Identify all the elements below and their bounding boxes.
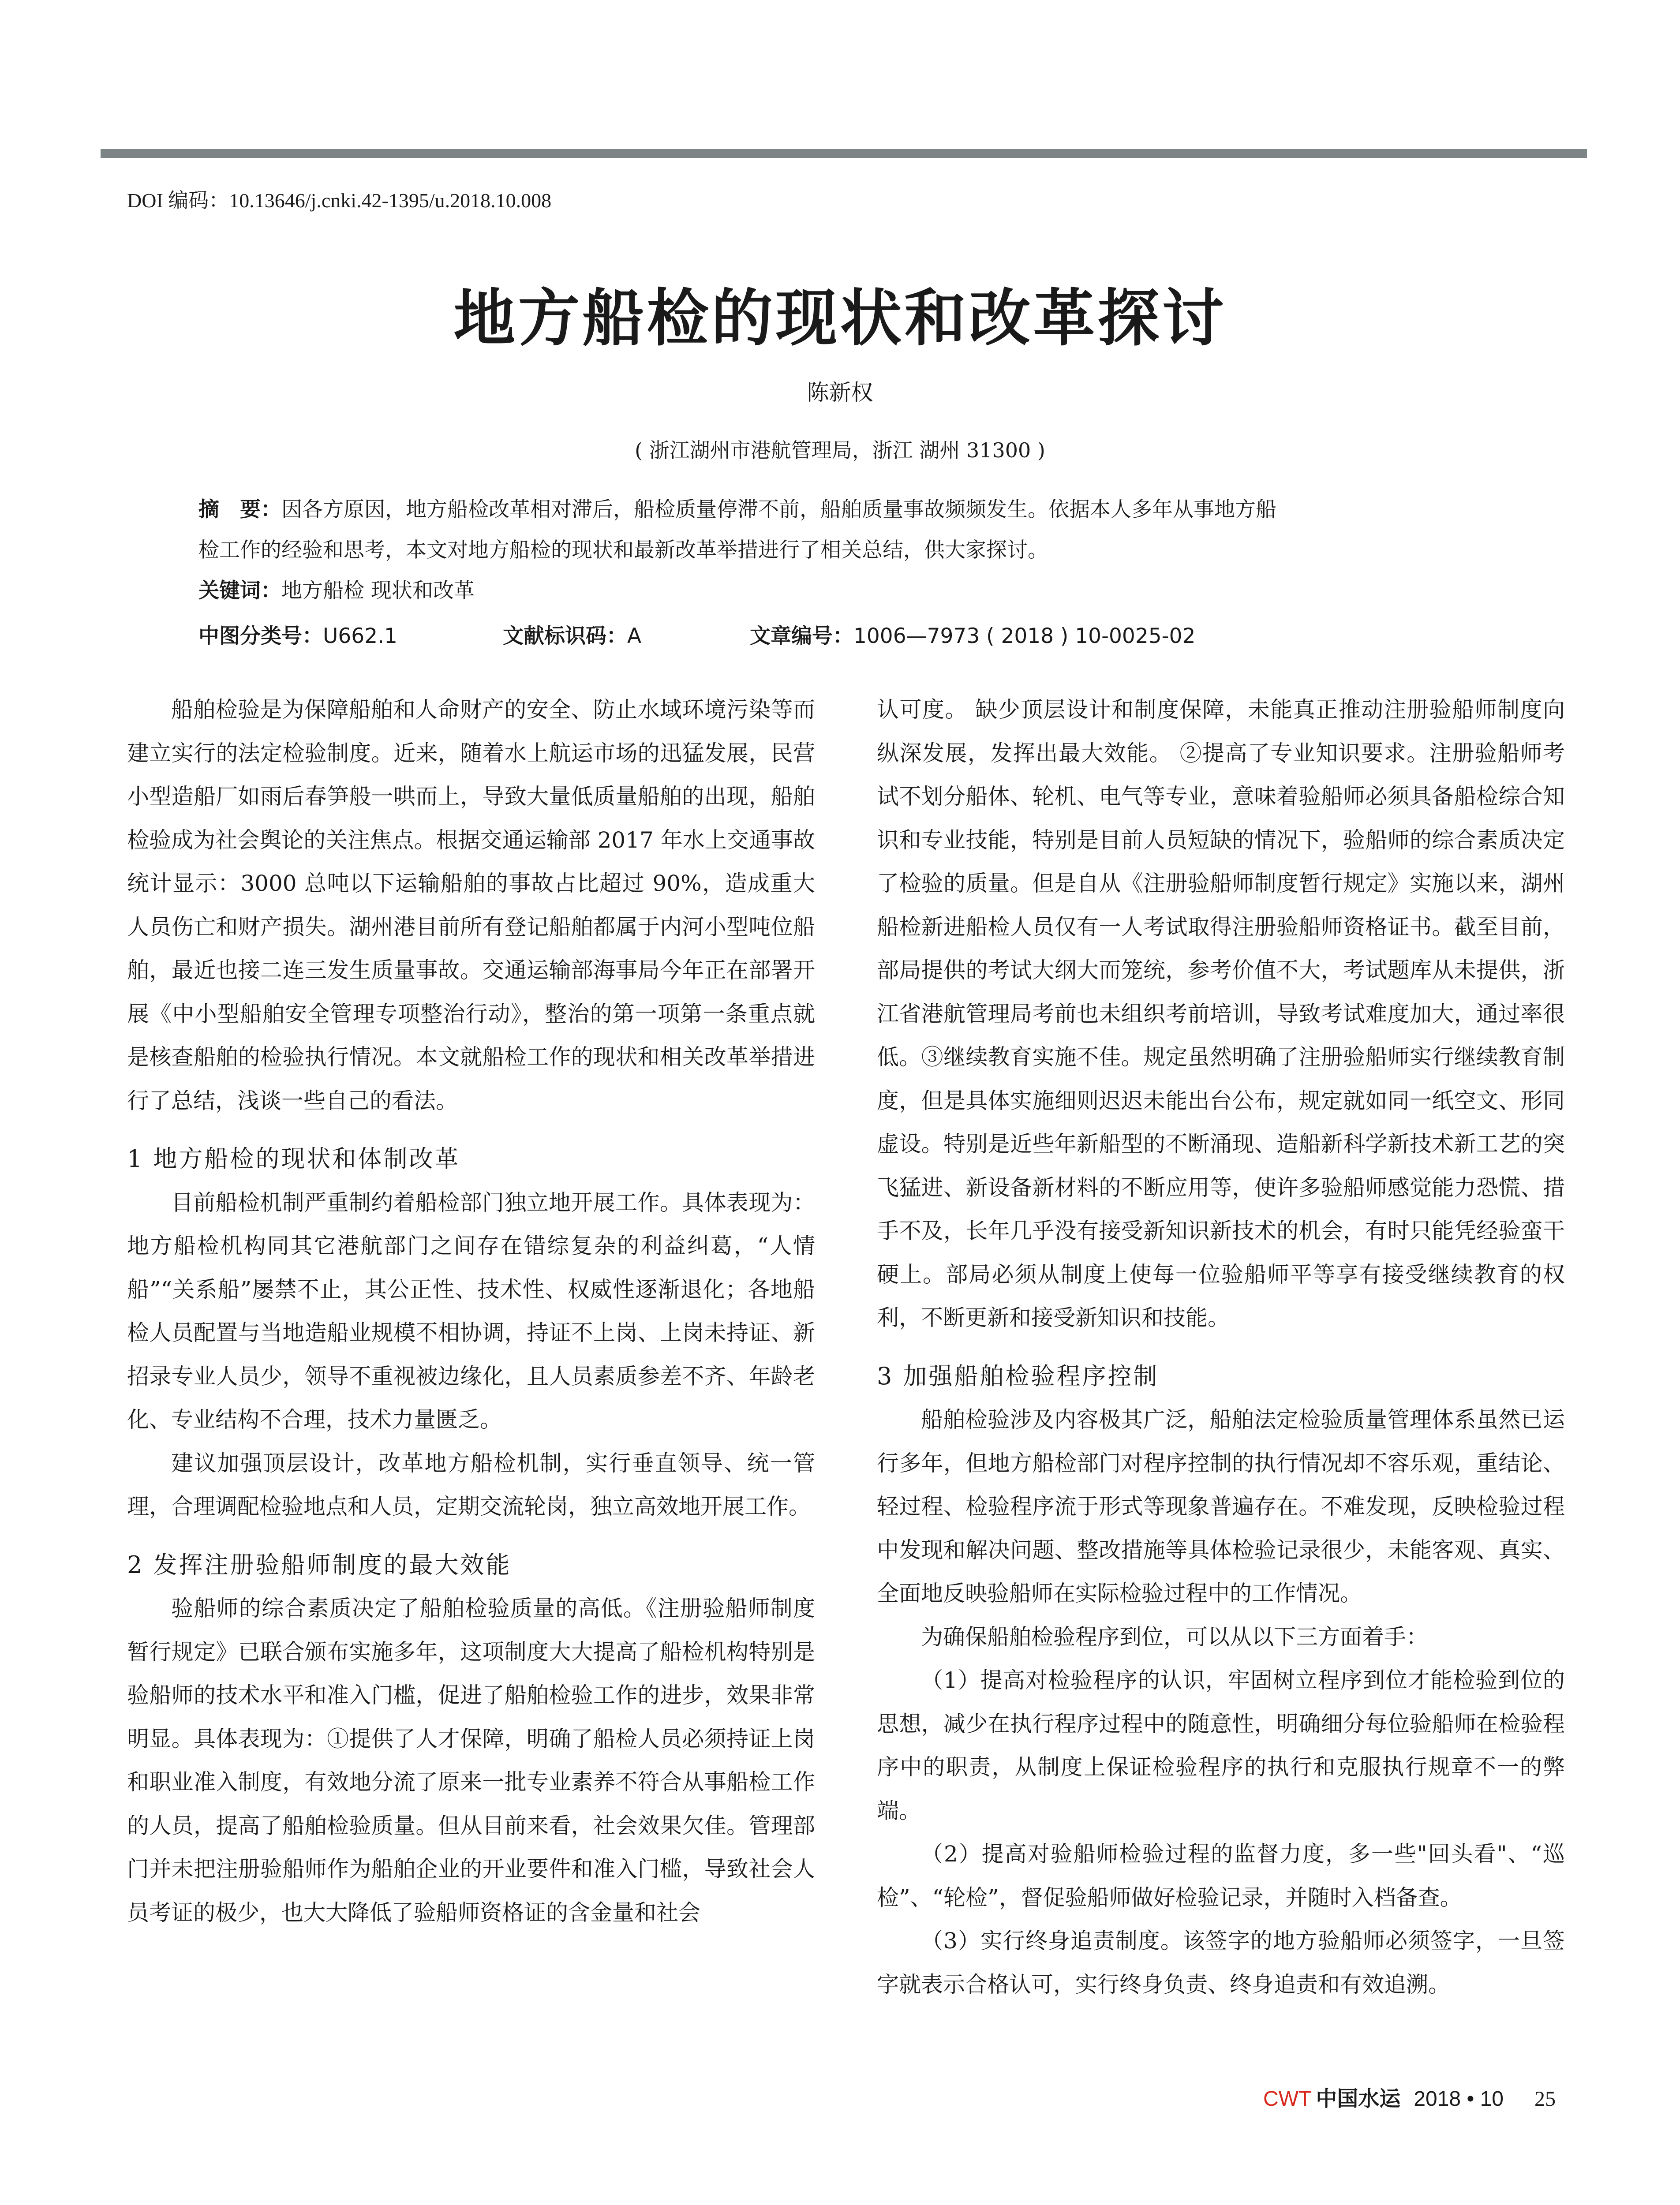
- section3-item-2: （2）提高对验船师检验过程的监督力度，多一些"回头看"、“巡检”、“轮检”，督促验船师做好检验记录，并随时入档备查。: [877, 1841, 1565, 1910]
- left-column: [127, 688, 815, 1934]
- doc-code-label: 文献标识码：: [503, 624, 627, 648]
- section1-paragraph-2: 建议加强顶层设计，改革地方船检机制，实行垂直领导、统一管理，合理调配检验地点和人员，定期交流轮岗，独立高效地开展工作。: [127, 1450, 815, 1519]
- section3-paragraph-1: 船舶检验涉及内容极其广泛，船舶法定检验质量管理体系虽然已运行多年，但地方船检部门对程序控制的执行情况却不容乐观，重结论、轻过程、检验程序流于形式等现象普遍存在。不难发现，反映检验过程中发现和解决问题、整改措施等具体检验记录很少，未能客观、真实、全面地反映验船师在实际检验过程中的工作情况。: [877, 1407, 1565, 1606]
- section2-paragraph-1: 验船师的综合素质决定了船舶检验质量的高低。《注册验船师制度暂行规定》已联合颁布实施多年，这项制度大大提高了船检机构特别是验船师的技术水平和准入门槛，促进了船舶检验工作的进步，效果非常明显。具体表现为：①提供了人才保障，明确了船检人员必须持证上岗和职业准入制度，有效地分流了原来一批专业素养不符合从事船检工作的人员，提高了船舶检验质量。但从目前来看，社会效果欠佳。管理部门并未把注册验船师作为船舶企业的开业要件和准入门槛，导致社会人员考证的极少，也大大降低了验船师资格证的含金量和社会: [127, 1596, 815, 1925]
- doc-code: A: [627, 624, 642, 648]
- keywords-label: 关键词：: [198, 579, 281, 603]
- intro-paragraph: 船舶检验是为保障船舶和人命财产的安全、防止水域环境污染等而建立实行的法定检验制度。近来，随着水上航运市场的迅猛发展，民营小型造船厂如雨后春笋般一哄而上，导致大量低质量船舶的出现，船舶检验成为社会舆论的关注焦点。根据交通运输部 2017 年水上交通事故统计显示：3000 总吨以下运输船舶的事故占比超过 90%，造成重大人员伤亡和财产损失。湖州港目前所有登记船舶都属于内河小型吨位船舶，最近也接二连三发生质量事故。交通运输部海事局今年正在部署开展《中小型船舶安全管理专项整治行动》，整治的第一项第一条重点就是核查船舶的检验执行情况。本文就船检工作的现状和相关改革举措进行了总结，浅谈一些自己的看法。: [127, 697, 815, 1114]
- page-footer: [1263, 2082, 1556, 2112]
- right-column: [877, 688, 1565, 2006]
- abstract-label: 摘 要：: [198, 497, 281, 522]
- section-heading-3: 3 加强船舶检验程序控制: [877, 1362, 1159, 1390]
- author-name: 陈新权: [807, 380, 873, 405]
- clc-code: U662.1: [323, 624, 397, 648]
- article-number: 1006—7973 ( 2018 ) 10-0025-02: [853, 624, 1196, 648]
- section3-item-3: （3）实行终身追责制度。该签字的地方验船师必须签字，一旦签字就表示合格认可，实行终身负责、终身追责和有效追溯。: [877, 1928, 1565, 1997]
- section2-paragraph-continued: 认可度。 缺少顶层设计和制度保障，未能真正推动注册验船师制度向纵深发展，发挥出最大效能。 ②提高了专业知识要求。注册验船师考试不划分船体、轮机、电气等专业，意味着验船师必须具备船检综合知识和专业技能，特别是目前人员短缺的情况下，验船师的综合素质决定了检验的质量。但是自从《注册验船师制度暂行规定》实施以来，湖州船检新进船检人员仅有一人考试取得注册验船师资格证书。截至目前，部局提供的考试大纲大而笼统，参考价值不大，考试题库从未提供，浙江省港航管理局考前也未组织考前培训，导致考试难度加大，通过率很低。③继续教育实施不佳。规定虽然明确了注册验船师实行继续教育制度，但是具体实施细则迟迟未能出台公布，规定就如同一纸空文、形同虚设。特别是近些年新船型的不断涌现、造船新科学新技术新工艺的突飞猛进、新设备新材料的不断应用等，使许多验船师感觉能力恐慌、措手不及，长年几乎没有接受新知识新技术的机会，有时只能凭经验蛮干硬上。部局必须从制度上使每一位验船师平等享有接受继续教育的权利，不断更新和接受新知识和技能。: [877, 697, 1565, 1330]
- section3-item-1: （1）提高对检验程序的认识，牢固树立程序到位才能检验到位的思想，减少在执行程序过程中的随意性，明确细分每位验船师在检验程序中的职责，从制度上保证检验程序的执行和克服执行规章不一的弊端。: [877, 1667, 1565, 1824]
- keywords-text: 地方船检 现状和改革: [281, 579, 475, 603]
- doi-code: DOI 编码：10.13646/j.cnki.42-1395/u.2018.10.008: [127, 189, 552, 212]
- journal-name: 中国水运: [1316, 2086, 1401, 2111]
- journal-issue: 2018 • 10: [1414, 2087, 1504, 2111]
- section1-paragraph-1: 目前船检机制严重制约着船检部门独立地开展工作。具体表现为：地方船检机构同其它港航部门之间存在错综复杂的利益纠葛，“人情船”“关系船”屡禁不止，其公正性、技术性、权威性逐渐退化；各地船检人员配置与当地造船业规模不相协调，持证不上岗、上岗未持证、新招录专业人员少，领导不重视被边缘化，且人员素质参差不齐、年龄老化、专业结构不合理，技术力量匮乏。: [127, 1189, 815, 1432]
- classification-line: [198, 620, 1195, 649]
- abstract-block: [198, 490, 1504, 611]
- article-number-label: 文章编号：: [750, 624, 853, 648]
- author-affiliation: ( 浙江湖州市港航管理局，浙江 湖州 31300 ): [635, 438, 1045, 462]
- section-heading-2: 2 发挥注册验船师制度的最大效能: [127, 1551, 512, 1579]
- article-title: 地方船检的现状和改革探讨: [453, 282, 1227, 355]
- section-heading-1: 1 地方船检的现状和体制改革: [127, 1145, 460, 1173]
- clc-label: 中图分类号：: [198, 624, 323, 648]
- page-number: 25: [1534, 2087, 1556, 2111]
- abstract-text-line2: 检工作的经验和思考，本文对地方船检的现状和最新改革举措进行了相关总结，供大家探讨。: [198, 538, 1048, 562]
- journal-brand-logo: CWT: [1263, 2087, 1312, 2111]
- abstract-text-line1: 因各方原因，地方船检改革相对滞后，船检质量停滞不前，船舶质量事故频频发生。依据本人多年从事地方船: [281, 497, 1276, 522]
- header-rule: [101, 149, 1587, 158]
- section3-paragraph-2: 为确保船舶检验程序到位，可以从以下三方面着手：: [921, 1624, 1428, 1650]
